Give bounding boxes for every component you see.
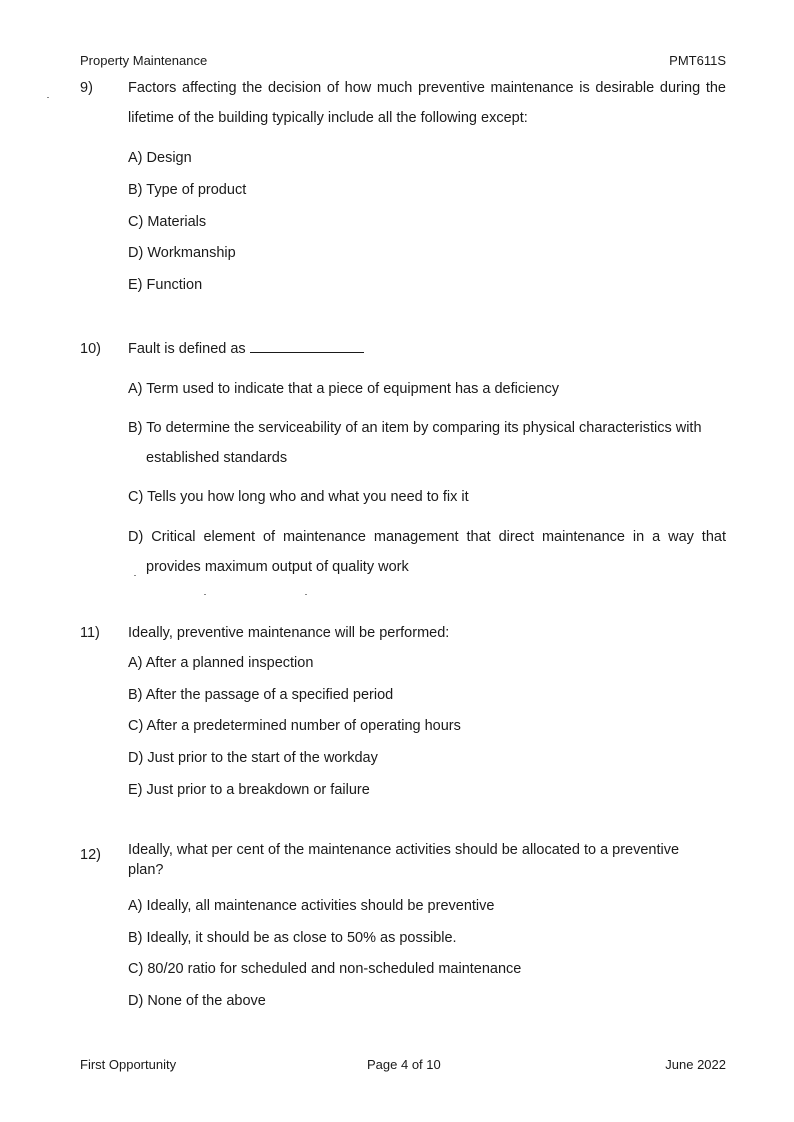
answer-blank-line	[250, 338, 364, 353]
header-course-title: Property Maintenance	[80, 53, 208, 68]
question-10-text-line	[128, 334, 726, 364]
scan-mark	[47, 97, 49, 98]
question-10-option-b-line1: B) To determine the serviceability of an item by comparing its physical characteristics with	[128, 420, 702, 436]
footer-date: June 2022	[665, 1057, 726, 1072]
question-9-number: 9)	[80, 80, 93, 96]
header-course-code: PMT611S	[669, 53, 726, 68]
question-10-option-d-line2: provides maximum output of quality work	[146, 559, 409, 575]
scan-mark	[305, 594, 307, 595]
question-10-option-d-line1: D) Critical element of maintenance management that direct maintenance in a way that	[128, 529, 726, 545]
question-11-option-d: D) Just prior to the start of the workday	[128, 750, 378, 766]
question-9-option-e: E) Function	[128, 277, 203, 293]
question-10-number: 10)	[80, 341, 101, 357]
question-12-option-a: A) Ideally, all maintenance activities should be preventive	[128, 898, 495, 914]
scan-mark	[204, 594, 206, 595]
footer-opportunity: First Opportunity	[80, 1057, 177, 1072]
question-12-option-c: C) 80/20 ratio for scheduled and non-scheduled maintenance	[128, 961, 522, 977]
question-11-option-c: C) After a predetermined number of operating hours	[128, 718, 461, 734]
footer-page-number: Page 4 of 10	[367, 1057, 441, 1072]
question-9-option-c: C) Materials	[128, 214, 207, 230]
question-12-text: Ideally, what per cent of the maintenance activities should be allocated to a preventive plan?	[128, 842, 680, 878]
question-11-text: Ideally, preventive maintenance will be performed:	[128, 625, 450, 641]
question-10-option-b-line2: established standards	[146, 450, 288, 466]
question-10-text: Fault is defined as	[128, 341, 246, 357]
question-12-option-d: D) None of the above	[128, 993, 266, 1009]
question-9-text: Factors affecting the decision of how much preventive maintenance is desirable during the lifetime of the building typically include all the following except:	[128, 80, 726, 126]
question-11-option-e: E) Just prior to a breakdown or failure	[128, 782, 370, 798]
question-12-number: 12)	[80, 847, 101, 863]
question-10-option-a: A) Term used to indicate that a piece of equipment has a deficiency	[128, 381, 559, 397]
question-9-option-b: B) Type of product	[128, 182, 247, 198]
question-11-number: 11)	[80, 625, 100, 641]
scan-mark	[134, 575, 136, 576]
question-9-option-d: D) Workmanship	[128, 245, 236, 261]
question-10-option-c: C) Tells you how long who and what you need to fix it	[128, 489, 469, 505]
question-9-option-a: A) Design	[128, 150, 192, 166]
question-11-option-a: A) After a planned inspection	[128, 655, 314, 671]
question-11-option-b: B) After the passage of a specified period	[128, 687, 394, 703]
question-12-option-b: B) Ideally, it should be as close to 50% as possible.	[128, 930, 457, 946]
question-10-option-b	[128, 413, 726, 443]
